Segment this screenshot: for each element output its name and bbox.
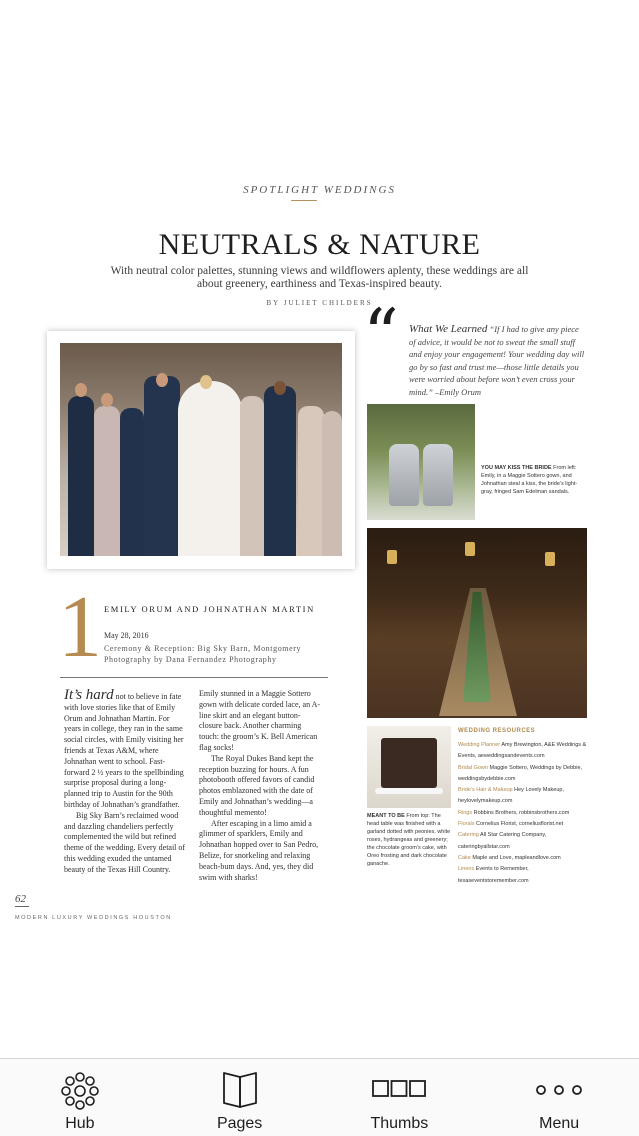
tab-hub[interactable] <box>0 1059 160 1136</box>
cake-stand <box>375 788 443 794</box>
shoes-caption <box>481 464 589 496</box>
figure-head <box>101 393 113 407</box>
groomsman-figure <box>68 396 94 556</box>
thumbs-icon <box>371 1079 427 1104</box>
tab-label: Thumbs <box>370 1115 429 1132</box>
cake-caption-text: From top: The head table was finished with a garland dotted with peonies, white roses, hydrangeas and greenery; the chocolate groom’s cake, with Oreo frosting and dark chocolate ganache. <box>367 813 451 867</box>
resource-item: Bridal Gown Maggie Sottero, Weddings by Debbie, weddingsbydebbie.com <box>458 764 583 782</box>
resources-list <box>458 740 590 887</box>
cake-caption <box>367 812 453 868</box>
groomsman-figure <box>264 386 296 556</box>
section-kicker: SPOTLIGHT WEDDINGS <box>243 184 396 196</box>
page-number: 62 <box>15 893 26 905</box>
figure-head <box>274 381 286 395</box>
pull-quote-lead: What We Learned <box>409 323 488 335</box>
article-title: NEUTRALS & NATURE <box>158 228 481 261</box>
kicker-divider <box>291 200 317 201</box>
couple-names: EMILY ORUM AND JOHNATHAN MARTIN <box>104 604 315 614</box>
bridesmaid-figure <box>322 411 342 556</box>
groomsman-figure <box>120 408 144 556</box>
bridal-shoes-photo <box>367 404 475 520</box>
lead-word: It’s hard <box>64 687 114 703</box>
grooms-cake-photo <box>367 726 451 808</box>
byline: BY JULIET CHILDERS <box>266 299 373 307</box>
tab-menu[interactable] <box>479 1059 639 1136</box>
resource-item: Catering All Star Catering Company, cateringbyallstar.com <box>458 832 547 850</box>
body-paragraph: It’s hard not to believe in fate with love stories like that of Emily Orum and Johnathan Martin. For years in college, they ran in the same social circles, with Emily visiting her friends at Texas A&M, where Johnathan went to school. Fast-forward 2 ½ years to the spellbinding surprise proposal during a long-planned trip to Austin for the 90th birthday of Johnathan’s grandfather. <box>64 687 184 809</box>
body-paragraph: Big Sky Barn’s reclaimed wood and dazzling chandeliers perfectly complemented the wild but refined theme of the wedding. Every detail of this wedding exuded the untamed beauty of the Texas Hill Country. <box>64 810 186 874</box>
figure-head <box>156 373 168 387</box>
figure-head <box>75 383 87 397</box>
folio-divider <box>15 906 29 907</box>
resources-title: WEDDING RESOURCES <box>458 728 536 734</box>
resource-item: Cake Maple and Love, mapleandlove.com <box>458 854 561 861</box>
publication-footer: MODERN LUXURY WEDDINGS HOUSTON <box>15 915 172 921</box>
resource-item: Rings Robbins Brothers, robbinsbrothers.com <box>458 809 570 816</box>
tab-label: Pages <box>216 1115 263 1132</box>
bride-figure <box>178 381 242 556</box>
pull-quote-text: “If I had to give any piece of advice, it would be not to sweat the small stuff and enjoy your engagement! Your wedding day will go by so fast and trust me—those little details you were worried about before won’t even cross your mind.” –Emily Orum <box>409 324 585 397</box>
bridesmaid-figure <box>94 406 120 556</box>
resource-item: Bride’s Hair & Makeup Hey Lovely Makeup, heylovelymakeup.com <box>458 787 564 805</box>
tab-label: Menu <box>539 1115 580 1132</box>
menu-icon <box>535 1083 583 1101</box>
venue-credits: Ceremony & Reception: Big Sky Barn, Montgomery Photography by Dana Fernandez Photography <box>104 644 302 664</box>
story-number: 1 <box>58 579 102 676</box>
section-divider <box>60 677 328 678</box>
body-paragraph: The Royal Dukes Band kept the reception buzzing for hours. A fun photobooth offered favors of candid photos emblazoned with the date of Emily and Johnathan’s wedding—a thoughtful memento! <box>199 753 315 817</box>
wedding-date: May 28, 2016 <box>104 631 149 640</box>
pages-icon <box>220 1071 260 1114</box>
wedding-party-photo <box>60 343 342 556</box>
resource-item: Linens Events to Remember, texaseventstoremember.com <box>458 866 529 884</box>
bride-head <box>200 375 212 389</box>
tab-label: Hub <box>65 1115 95 1132</box>
resource-item: Wedding Planner Amy Brewington, A&E Weddings & Events, aeweddingsandevents.com <box>458 742 587 760</box>
groom-figure <box>144 376 180 556</box>
resource-item: Florals Cornelius Florist, corneliusflorist.net <box>458 821 564 828</box>
window-light <box>387 550 397 564</box>
body-column-1 <box>64 689 188 876</box>
shoes-caption-heading: YOU MAY KISS THE BRIDE <box>481 465 552 471</box>
bottom-tab-bar <box>0 1058 639 1136</box>
window-light <box>465 542 475 556</box>
cake-caption-heading: MEANT TO BE <box>367 813 405 819</box>
quote-mark: “ <box>363 294 399 376</box>
bridesmaid-figure <box>298 406 324 556</box>
article-dek: With neutral color palettes, stunning views and wildflowers aplenty, these weddings are all about greenery, earthiness and Texas-inspired beauty. <box>110 265 529 290</box>
shoe-left <box>389 444 419 506</box>
tab-thumbs[interactable] <box>320 1059 480 1136</box>
cake <box>381 738 437 788</box>
body-paragraph: Emily stunned in a Maggie Sottero gown with delicate corded lace, an A-line skirt and an elegant button-closure back. Another charming touch: the groom’s K. Bell American flag socks! <box>199 689 321 752</box>
wedding-party-photo-frame <box>47 331 355 569</box>
bridesmaid-figure <box>240 396 264 556</box>
shoes-caption-text: From left: Emily, in a Maggie Sottero gown, and Johnathan steal a kiss, the bride’s light-gray, fringed Sam Edelman sandals. <box>481 465 578 495</box>
shoe-right <box>423 444 453 506</box>
body-paragraph: After escaping in a limo amid a glimmer of sparklers, Emily and Johnathan hopped over to San Pedro, Belize, for snorkeling and relaxing beach-bum days. And, yes, they did swim with sharks! <box>199 818 319 882</box>
pull-quote <box>409 323 587 398</box>
hub-icon <box>60 1071 100 1116</box>
window-light <box>545 552 555 566</box>
reception-table-photo <box>367 528 587 718</box>
tab-pages[interactable] <box>160 1059 320 1136</box>
body-column-2 <box>199 689 323 883</box>
